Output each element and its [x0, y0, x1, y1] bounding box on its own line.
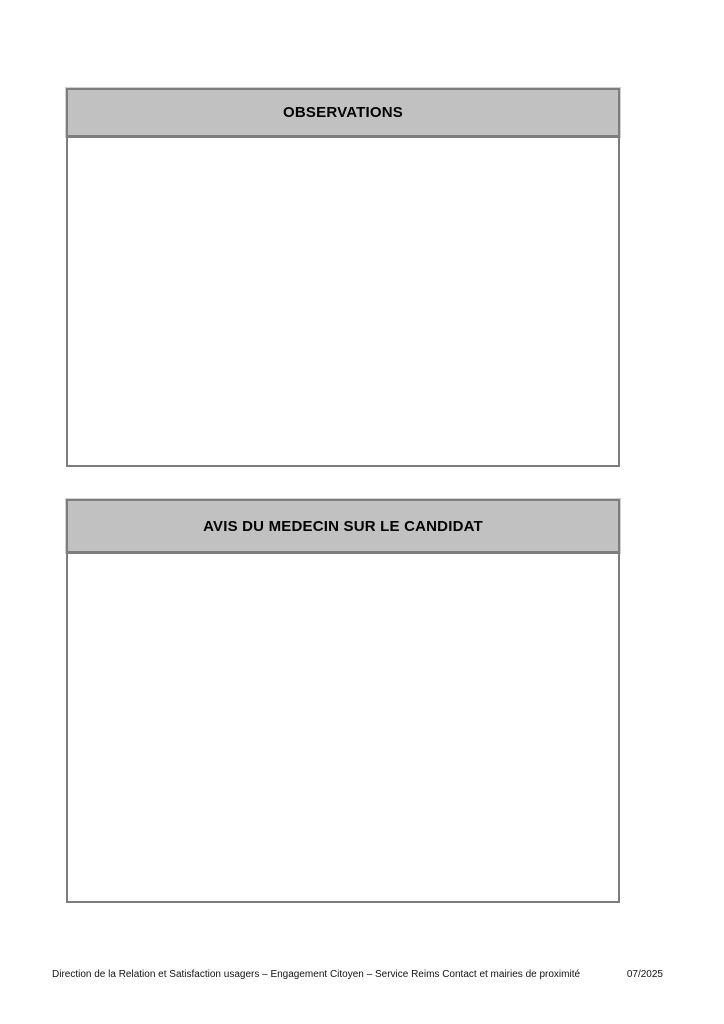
avis-medecin-section-header — [66, 499, 620, 553]
avis-medecin-section-title: AVIS DU MEDECIN SUR LE CANDIDAT — [203, 517, 483, 535]
avis-medecin-empty-field — [66, 552, 620, 903]
observations-empty-field — [66, 136, 620, 467]
footer-service-text: Direction de la Relation et Satisfaction usagers – Engagement Citoyen – Service Reims Contact et mairies de proximité — [52, 969, 581, 980]
page-footer — [52, 968, 663, 981]
observations-section-header — [66, 88, 620, 137]
observations-section-title: OBSERVATIONS — [283, 104, 403, 121]
footer-date-text: 07/2025 — [626, 969, 663, 980]
